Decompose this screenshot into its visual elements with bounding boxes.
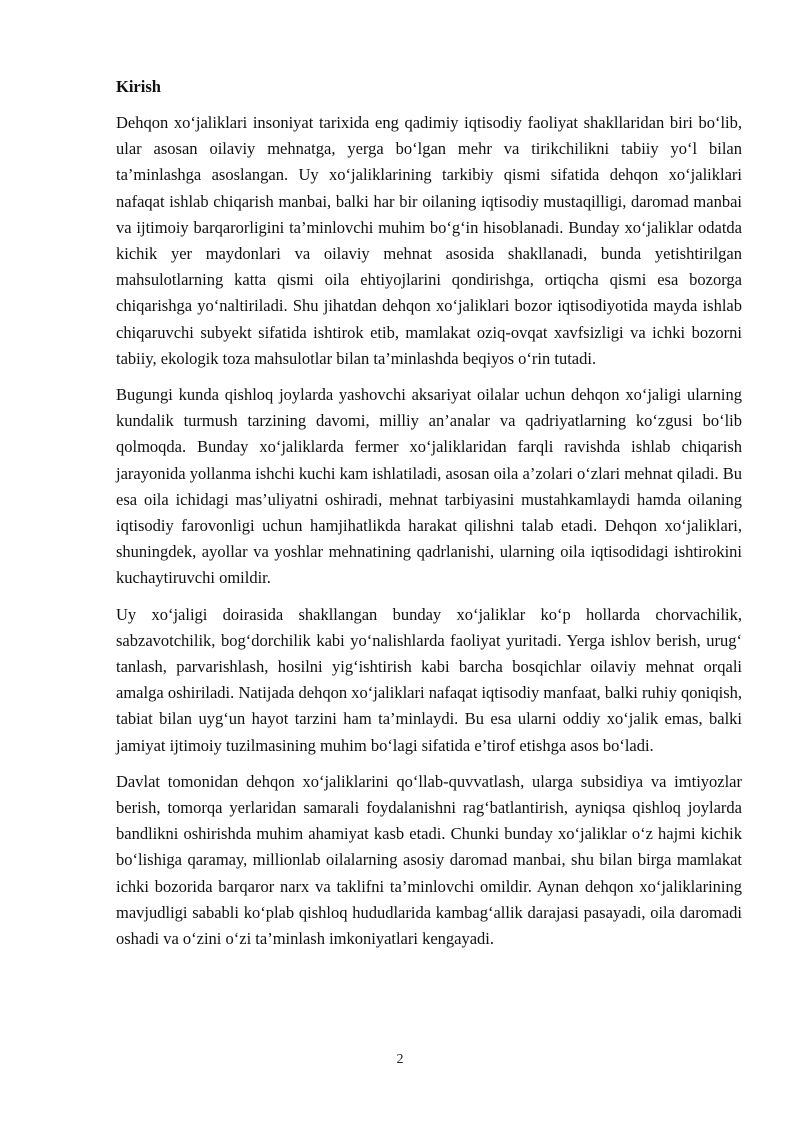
- page-number: 2: [396, 1052, 404, 1067]
- paragraph-1: Dehqon xo‘jaliklari insoniyat tarixida eng qadimiy iqtisodiy faoliyat shakllaridan biri bo‘lib, ular asosan oilaviy mehnatga, yerga bo‘lgan mehr va tirikchilikni tabiiy yo‘l bilan ta’minlashga asoslangan. Uy xo‘jaliklarining tarkibiy qismi sifatida dehqon xo‘jaliklari nafaqat ishlab chiqarish manbai, balki har bir oilaning iqtisodiy mustaqilligi, daromad manbai va ijtimoiy barqarorligini ta’minlovchi muhim bo‘g‘in hisoblanadi. Bunday xo‘jaliklar odatda kichik yer maydonlari va oilaviy mehnat asosida shakllanadi, bunda yetishtirilgan mahsulotlarning katta qismi oila ehtiyojlarini qondirishga, ortiqcha qismi esa bozorga chiqarishga yo‘naltiriladi. Shu jihatdan dehqon xo‘jaliklari bozor iqtisodiyotida mayda ishlab chiqaruvchi subyekt sifatida ishtirok etib, mamlakat oziq-ovqat xavfsizligi va ichki bozorni tabiiy, ekologik toza mahsulotlar bilan ta’minlashda beqiyos o‘rin tutadi.: [116, 113, 742, 368]
- paragraph-4: Davlat tomonidan dehqon xo‘jaliklarini qo‘llab-quvvatlash, ularga subsidiya va imtiyozlar berish, tomorqa yerlaridan samarali foydalanishni rag‘batlantirish, ayniqsa qishloq joylarda bandlikni oshirishda muhim ahamiyat kasb etadi. Chunki bunday xo‘jaliklar o‘z hajmi kichik bo‘lishiga qaramay, millionlab oilalarning asosiy daromad manbai, shu bilan birga mamlakat ichki bozorida barqaror narx va taklifni ta’minlovchi omildir. Aynan dehqon xo‘jaliklarining mavjudligi sababli ko‘plab qishloq hududlarida kambag‘allik darajasi pasayadi, oila daromadi oshadi va o‘zini o‘zi ta’minlash imkoniyatlari kengayadi.: [116, 771, 742, 949]
- document-body: [116, 74, 742, 962]
- paragraph-3: Uy xo‘jaligi doirasida shakllangan bunday xo‘jaliklar ko‘p hollarda chorvachilik, sabzavotchilik, bog‘dorchilik kabi yo‘nalishlarda faoliyat yuritadi. Yerga ishlov berish, urug‘ tanlash, parvarishlash, hosilni yig‘ishtirish kabi barcha bosqichlar oilaviy mehnat orqali amalga oshiriladi. Natijada dehqon xo‘jaliklari nafaqat iqtisodiy manfaat, balki ruhiy qoniqish, tabiat bilan uyg‘un hayot tarzini ham ta’minlaydi. Bu esa ularni oddiy xo‘jalik emas, balki jamiyat ijtimoiy tuzilmasining muhim bo‘lagi sifatida e’tirof etishga asos bo‘ladi.: [116, 604, 742, 755]
- section-heading: Kirish: [116, 77, 161, 96]
- paragraph-2: Bugungi kunda qishloq joylarda yashovchi aksariyat oilalar uchun dehqon xo‘jaligi ularning kundalik turmush tarzining davomi, milliy an’analar va qadriyatlarning ko‘zgusi bo‘lib qolmoqda. Bunday xo‘jaliklarda fermer xo‘jaliklaridan farqli ravishda ishlab chiqarish jarayonida yollanma ishchi kuchi kam ishlatiladi, asosan oila a’zolari o‘zlari mehnat qiladi. Bu esa oila ichidagi mas’uliyatni oshiradi, mehnat tarbiyasini mustahkamlaydi hamda oilaning iqtisodiy farovonligi uchun hamjihatlikda harakat qilishni talab etadi. Dehqon xo‘jaliklari, shuningdek, ayollar va yoshlar mehnatining qadrlanishi, ularning oila iqtisodidagi ishtirokini kuchaytiruvchi omildir.: [116, 385, 742, 588]
